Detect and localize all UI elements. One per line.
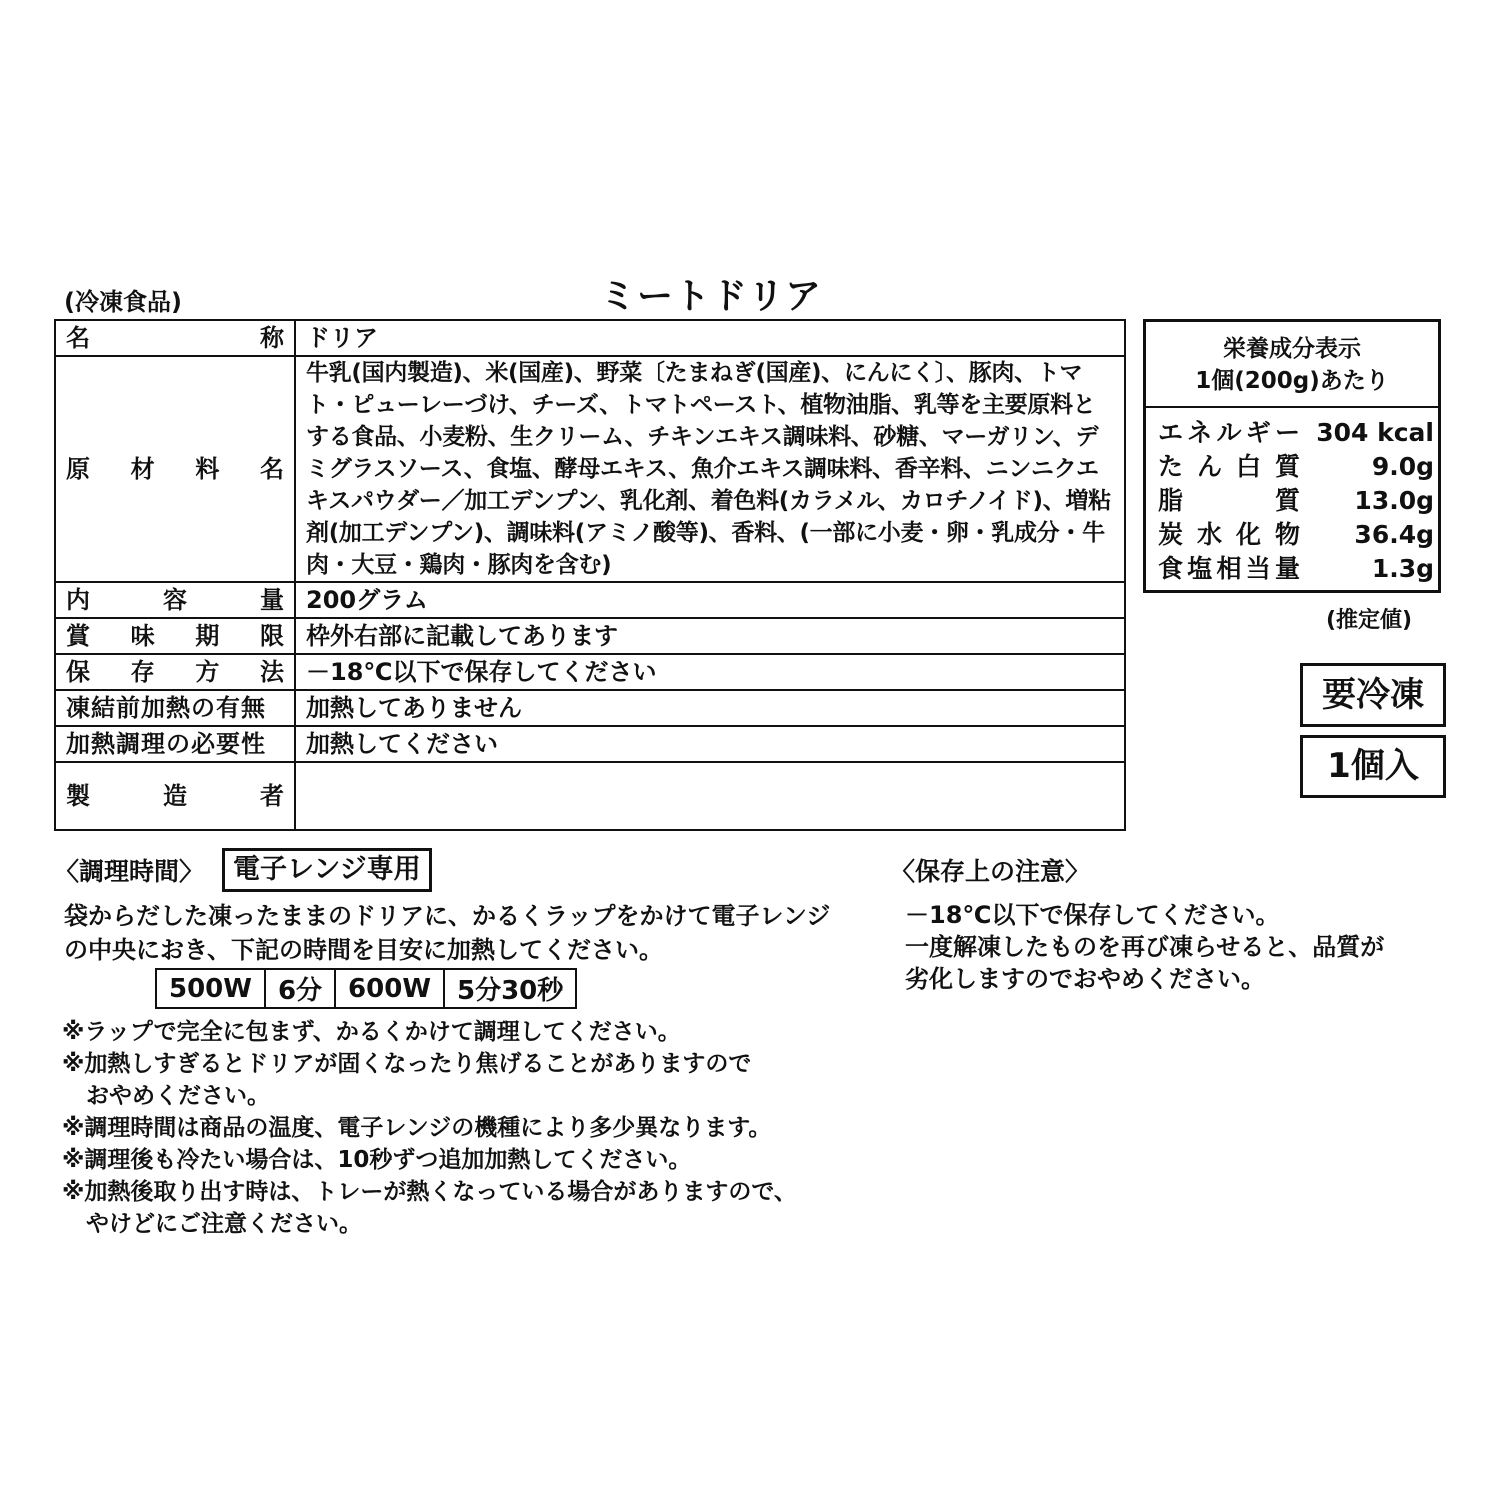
cooking-note: ※調理時間は商品の温度、電子レンジの機種により多少異なります。 (62, 1115, 772, 1141)
nutrient-value: 304 kcal (1316, 418, 1434, 447)
microwave-power-table (155, 968, 577, 1009)
product-label-table (54, 319, 1126, 831)
storage-line: －18℃以下で保存してください。 (905, 901, 1280, 929)
power-600w: 600W (335, 969, 444, 1008)
nutrient-value: 1.3g (1371, 554, 1434, 583)
row-label-best-before: 賞 味 期 限 (66, 622, 284, 650)
nutrition-serving: 1個(200g)あたり (1195, 368, 1389, 394)
storage-line: 一度解凍したものを再び凍らせると、品質が (905, 933, 1385, 961)
nutrition-row (1158, 484, 1434, 518)
cooking-note: ※調理後も冷たい場合は、10秒ずつ追加加熱してください。 (62, 1147, 692, 1173)
table-row (55, 654, 1125, 690)
cooking-time-heading: 〈調理時間〉 (54, 857, 205, 886)
time-600w: 5分30秒 (444, 969, 576, 1008)
nutrient-label: エ ネ ル ギ ー (1158, 418, 1300, 447)
cooking-note: ※加熱後取り出す時は、トレーが熱くなっている場合がありますので、 (62, 1179, 797, 1205)
nutrient-label: 炭 水 化 物 (1158, 520, 1300, 549)
nutrient-label: 食 塩 相 当 量 (1158, 554, 1300, 583)
row-value-cooking-required: 加熱してください (295, 726, 1125, 762)
nutrient-value: 9.0g (1371, 452, 1434, 481)
row-value-preheat: 加熱してありません (295, 690, 1125, 726)
row-value-best-before: 枠外右部に記載してあります (295, 618, 1125, 654)
nutrient-label: 脂 質 (1158, 486, 1300, 515)
table-row (55, 726, 1125, 762)
row-label-preheat: 凍結前加熱の有無 (66, 694, 266, 722)
row-label-ingredients: 原 材 料 名 (66, 455, 284, 483)
time-500w: 6分 (265, 969, 335, 1008)
row-label-cooking-required: 加熱調理の必要性 (66, 730, 266, 758)
estimate-note: (推定値) (1326, 608, 1413, 633)
row-label-name: 名 称 (66, 324, 284, 352)
cooking-note: ※ラップで完全に包まず、かるくかけて調理してください。 (62, 1019, 681, 1045)
nutrient-value: 13.0g (1354, 486, 1434, 515)
row-label-content: 内 容 量 (66, 586, 284, 614)
row-label-storage: 保 存 方 法 (66, 658, 284, 686)
category-label: (冷凍食品) (64, 288, 182, 316)
cooking-note: やけどにご注意ください。 (86, 1211, 362, 1237)
cooking-notes (62, 1016, 797, 1240)
cooking-instructions: 袋からだした凍ったままのドリアに、かるくラップをかけて電子レンジの中央におき、下記の時間を目安に加熱してください。 (64, 902, 831, 964)
cooking-note: ※加熱しすぎるとドリアが固くなったり焦げることがありますので (62, 1051, 752, 1077)
row-label-manufacturer: 製 造 者 (66, 782, 284, 810)
storage-caution-text (905, 899, 1384, 995)
nutrition-row (1158, 450, 1434, 484)
storage-caution-heading: 〈保存上の注意〉 (890, 857, 1091, 886)
row-value-content: 200グラム (295, 582, 1125, 618)
table-row (55, 582, 1125, 618)
row-value-storage: －18℃以下で保存してください (295, 654, 1125, 690)
nutrition-facts-box (1143, 319, 1441, 593)
nutrient-label: た ん 白 質 (1158, 452, 1300, 481)
keep-frozen-stamp: 要冷凍 (1300, 663, 1446, 727)
product-title: ミートドリア (600, 276, 823, 317)
table-row (55, 690, 1125, 726)
nutrition-row (1158, 518, 1434, 552)
storage-line: 劣化しますのでおやめください。 (905, 965, 1265, 993)
nutrient-value: 36.4g (1354, 520, 1434, 549)
piece-count-stamp: 1個入 (1300, 735, 1446, 798)
nutrition-row (1158, 552, 1434, 586)
table-row (55, 762, 1125, 830)
nutrition-header (1146, 322, 1438, 408)
table-row (55, 356, 1125, 582)
row-value-ingredients: 牛乳(国内製造)、米(国産)、野菜〔たまねぎ(国産)、にんにく〕、豚肉、トマト・ピューレーづけ、チーズ、トマトペースト、植物油脂、乳等を主要原料とする食品、小麦粉、生クリーム、チキンエキス調味料、砂糖、マーガリン、デミグラスソース、食塩、酵母エキス、魚介エキス調味料、香辛料、ニンニクエキスパウダー／加工デンプン、乳化剤、着色料(カラメル、カロチノイド)、増粘剤(加工デンプン)、調味料(アミノ酸等)、香料、(一部に小麦・卵・乳成分・牛肉・大豆・鶏肉・豚肉を含む) (295, 356, 1125, 582)
row-value-manufacturer (295, 762, 1125, 830)
table-row (156, 969, 576, 1008)
nutrition-title: 栄養成分表示 (1223, 336, 1361, 362)
nutrition-row (1158, 416, 1434, 450)
nutrition-rows (1146, 408, 1438, 586)
table-row (55, 320, 1125, 356)
row-value-name: ドリア (295, 320, 1125, 356)
microwave-only-badge: 電子レンジ専用 (222, 848, 432, 892)
cooking-note: おやめください。 (86, 1083, 270, 1109)
power-500w: 500W (156, 969, 265, 1008)
table-row (55, 618, 1125, 654)
